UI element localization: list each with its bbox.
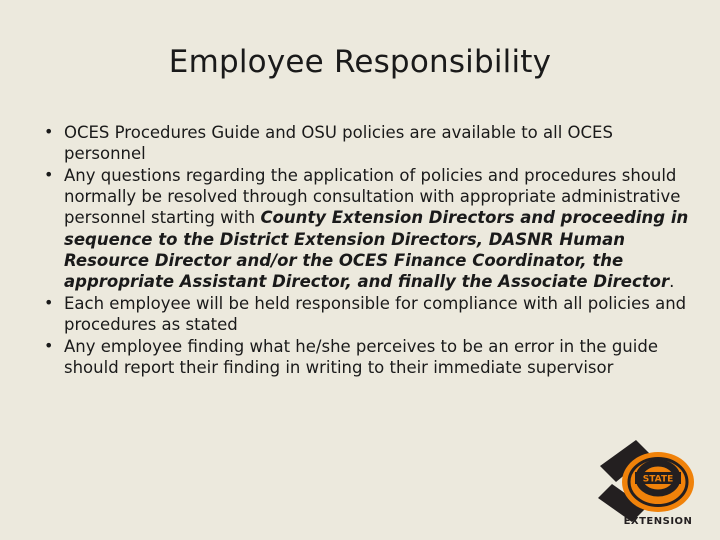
bullet-marker-icon: • [44, 336, 54, 356]
bullet-text-tail: . [669, 271, 675, 291]
logo-primary-text: STATE [642, 474, 674, 485]
logo-secondary-text: EXTENSION [623, 516, 693, 527]
bullet-text: Any employee finding what he/she perceives to be an error in the guide should report their finding in writing to their immediate supervisor [64, 337, 658, 378]
bullet-text: OCES Procedures Guide and OSU policies are available to all OCES personnel [64, 123, 613, 164]
bullet-text: Any questions regarding the application of policies and procedures should normally be resolved through consultation with appropriate administrative personnel starting with [64, 166, 681, 228]
bullet-list [30, 122, 690, 378]
list-item [30, 122, 690, 164]
bullet-text-emphasis: County Extension Directors and proceeding in sequence to the District Extension Directors, DASNR Human Resource Director and/or the OCES Finance Coordinator, the appropriate Assistant Director, and finally the Associate Director [64, 208, 689, 291]
osu-extension-logo-icon [592, 436, 704, 532]
bullet-marker-icon: • [44, 122, 54, 141]
slide-body [30, 122, 690, 379]
page-title: Employee Responsibility [168, 44, 552, 80]
bullet-marker-icon: • [44, 165, 54, 185]
osu-extension-logo [592, 436, 704, 532]
list-item [30, 293, 690, 335]
bullet-text: Each employee will be held responsible for compliance with all policies and procedures as stated [64, 293, 687, 334]
bullet-marker-icon: • [44, 292, 54, 312]
list-item [30, 165, 690, 292]
list-item [30, 336, 690, 378]
